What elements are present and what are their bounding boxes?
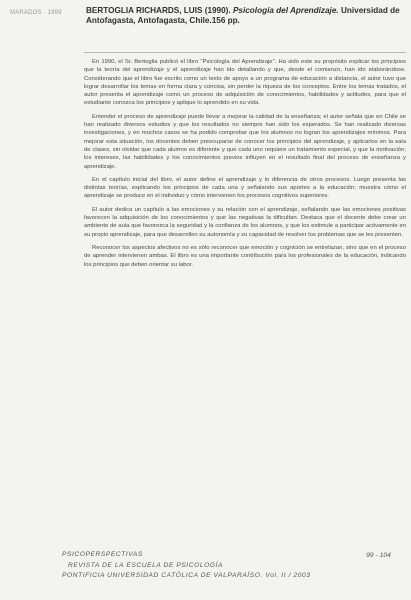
book-author: BERTOGLIA RICHARDS, LUIS (1990). bbox=[86, 6, 231, 15]
header-divider bbox=[84, 52, 406, 53]
journal-footer bbox=[62, 550, 362, 582]
paragraph: En 1990, el Sr. Bertoglia publicó el libro "Psicología del Aprendizaje". Ha sido este su propósito explicar los principios que la teoría del aprendizaje y el aprendizaje han ido detallando y que, desde el comienzo, han ido elaborándose. Considerando que el libro fue escrito como un texto de apoyo a un programa de educación a distancia, el autor tuvo que lograr desarrollar los temas en forma clara y concisa, sin perder la riqueza de los conceptos. Entre los temas tratados, el autor presenta el aprendizaje como un proceso de adquisición de conocimientos, habilidades y actitudes, para que el estudiante conozca los principios y aplique lo aprendido en su vida. bbox=[84, 59, 406, 107]
page-range: 99 - 104 bbox=[366, 552, 391, 559]
paragraph: El autor dedica un capítulo a las emociones y su relación con el aprendizaje, señalando que las emociones positivas favorecen la adquisición de los conocimientos y que las negativas la dificultan. Destaca que el docente debe crear un ambiente de aula que favorezca la seguridad y la confianza de los alumnos, y que los estimule a participar activamente en su propio aprendizaje, para que desarrollen su autonomía y su capacidad de resolver los problemas que se les presenten. bbox=[84, 206, 406, 238]
review-header bbox=[86, 6, 404, 25]
journal-name: PSICOPERSPECTIVAS bbox=[62, 551, 143, 558]
book-title: Psicología del Aprendizaje. bbox=[232, 6, 339, 15]
book-publisher: Universidad de Antofagasta, Antofagasta, Chile.156 pp. bbox=[86, 6, 400, 25]
journal-subtitle: REVISTA DE LA ESCUELA DE PSICOLOGÍA bbox=[68, 561, 223, 569]
corner-mark: MARADOS · 1999 bbox=[10, 10, 62, 16]
paragraph: Entender el proceso de aprendizaje puede llevar a mejorar la calidad de la enseñanza; el autor señala que en Chile se han realizado diversos estudios y que los resultados no siempre han sido los esperados. Se han realizado diversas investigaciones, y en muchos casos se ha podido comprobar que los alumnos no logran los aprendizajes mínimos. Para mejorar esta situación, los docentes deben preocuparse de conocer los principios del aprendizaje, y aplicarlos en la sala de clases, sin olvidar que cada alumno es diferente y que cada uno requiere un tratamiento especial, y que la motivación, los intereses, las habilidades y los conocimientos previos influyen en el resultado final del proceso de enseñanza y aprendizaje. bbox=[84, 113, 406, 170]
review-body bbox=[84, 58, 406, 274]
journal-institution: PONTIFICIA UNIVERSIDAD CATÓLICA DE VALPARAÍSO. Vol. II / 2003 bbox=[62, 572, 311, 579]
paragraph: Reconocer los aspectos afectivos no es sólo reconocer que emoción y cognición se entrelazan, sino que en el proceso de aprender intervienen ambas. El libro es una importante contribución para los profesionales de la educación, indicando los principios que deben orientar su labor. bbox=[84, 244, 406, 268]
paragraph: En el capítulo inicial del libro, el autor define el aprendizaje y lo diferencia de otros procesos. Luego presenta las distintas teorías, explicando los principios de cada una y señalando sus aportes a la educación; muestra cómo el aprendizaje se produce en el individuo y cómo intervienen los procesos cognitivos superiores. bbox=[84, 176, 406, 200]
